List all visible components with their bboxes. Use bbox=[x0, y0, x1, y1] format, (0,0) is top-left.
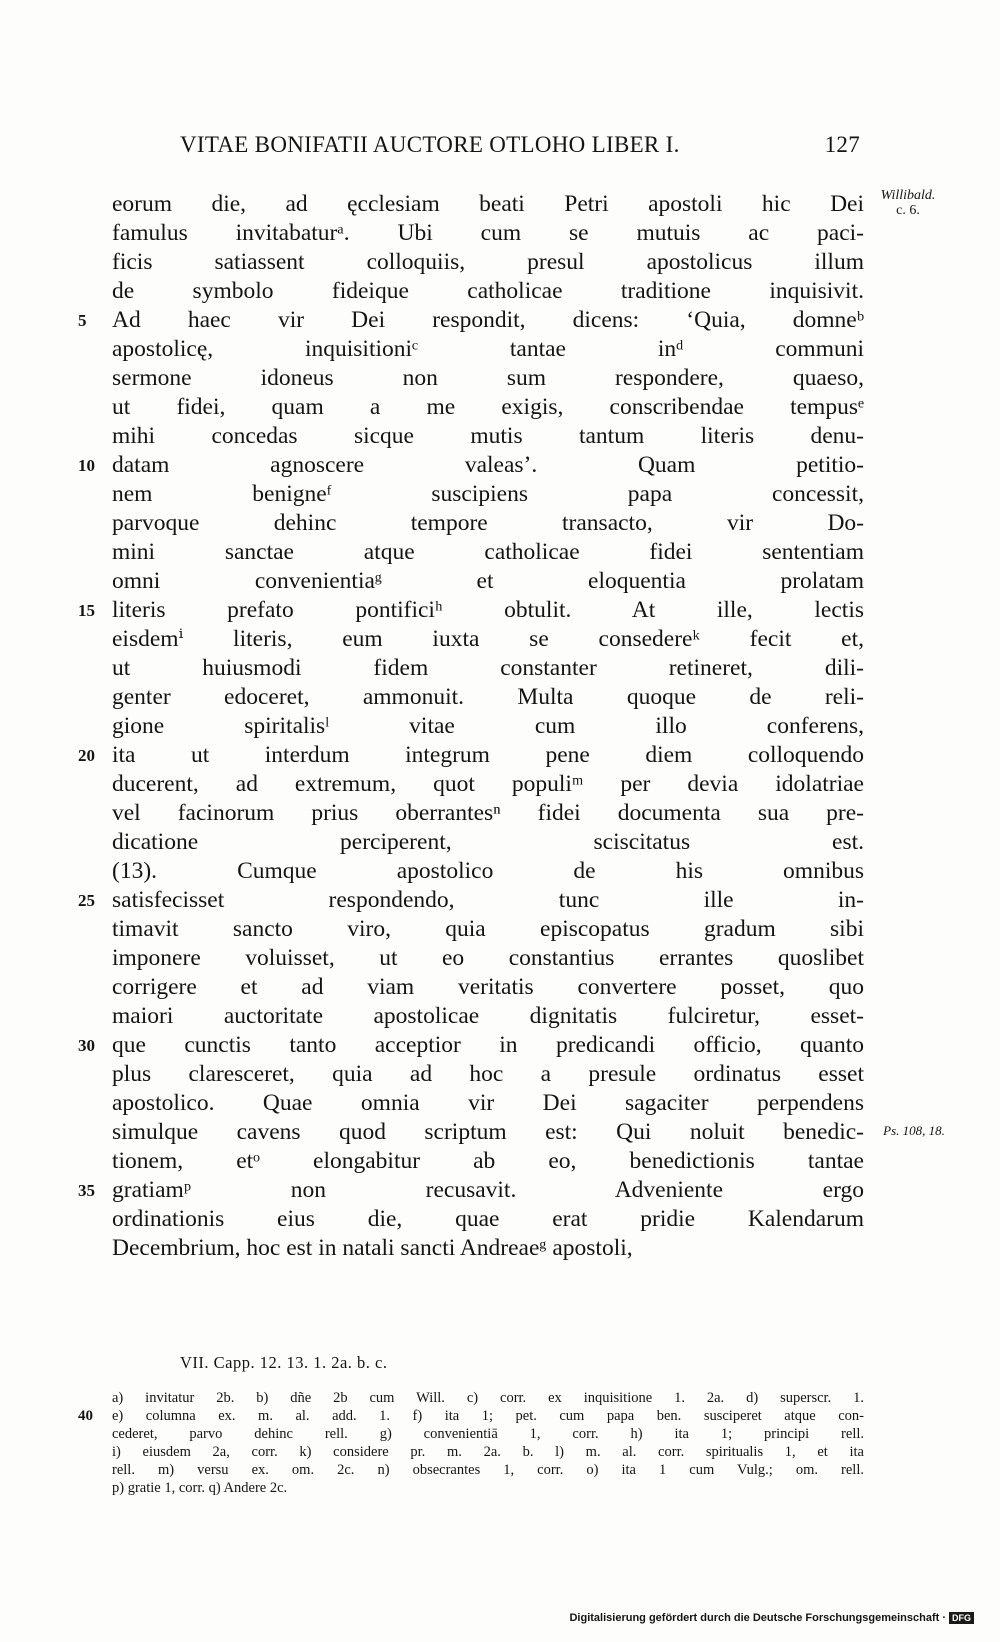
text-line bbox=[112, 1002, 864, 1031]
text-line-content: (13). Cumque apostolico de his omnibus bbox=[112, 858, 864, 884]
line-number: 10 bbox=[78, 456, 95, 475]
text-line bbox=[78, 1176, 864, 1205]
text-line bbox=[112, 509, 864, 538]
text-line bbox=[78, 886, 864, 915]
margin-note-psalm: Ps. 108, 18. bbox=[883, 1123, 945, 1138]
text-line bbox=[78, 596, 864, 625]
text-line-content: imponere voluisset, ut eo constantius errantes quoslibet bbox=[112, 945, 864, 971]
text-line bbox=[112, 1089, 864, 1118]
text-line bbox=[112, 683, 864, 712]
text-line-content: corrigere et ad viam veritatis convertere posset, quo bbox=[112, 974, 864, 1000]
footnote-line-content: rell. m) versu ex. om. 2c. n) obsecrantes 1, corr. o) ita 1 cum Vulg.; om. rell. bbox=[112, 1462, 864, 1478]
margin-note-willibald-title: Willibald. bbox=[880, 188, 936, 203]
text-line-content: maiori auctoritate apostolicae dignitatis fulciretur, esset- bbox=[112, 1003, 864, 1029]
text-line bbox=[112, 915, 864, 944]
text-line bbox=[112, 1234, 864, 1263]
footnote-line-content: p) gratie 1, corr. q) Andere 2c. bbox=[112, 1480, 288, 1496]
text-line bbox=[78, 741, 864, 770]
text-line-content: ficis satiassent colloquiis, presul apostolicus illum bbox=[112, 249, 864, 275]
text-line-content: genter edoceret, ammonuit. Multa quoque de reli- bbox=[112, 684, 864, 710]
text-line bbox=[112, 799, 864, 828]
text-line bbox=[112, 1147, 864, 1176]
margin-note-willibald bbox=[868, 188, 948, 218]
text-line-content: satisfecisset respondendo, tunc ille in- bbox=[112, 887, 864, 913]
text-line-content: ut fidei, quam a me exigis, conscribendae tempusᵉ bbox=[112, 394, 864, 420]
text-line bbox=[112, 770, 864, 799]
line-number: 35 bbox=[78, 1181, 95, 1200]
text-line-content: sermone idoneus non sum respondere, quaeso, bbox=[112, 365, 864, 391]
text-line-content: omni convenientiaᵍ et eloquentia prolatam bbox=[112, 568, 864, 594]
text-line bbox=[78, 306, 864, 335]
text-line bbox=[112, 1205, 864, 1234]
text-line bbox=[112, 277, 864, 306]
text-line bbox=[112, 654, 864, 683]
text-line bbox=[112, 944, 864, 973]
text-line-content: vel facinorum prius oberrantesⁿ fidei documenta sua pre- bbox=[112, 800, 864, 826]
footnote-line bbox=[112, 1443, 864, 1461]
line-number: 15 bbox=[78, 601, 95, 620]
running-title: VITAE BONIFATII AUCTORE OTLOHO LIBER I. bbox=[180, 132, 680, 157]
margin-note-willibald-chapter: c. 6. bbox=[896, 203, 920, 218]
text-line-content: mini sanctae atque catholicae fidei sententiam bbox=[112, 539, 864, 565]
text-line-content: eisdemⁱ literis, eum iuxta se consedereᵏ fecit et, bbox=[112, 626, 864, 652]
text-line bbox=[112, 393, 864, 422]
footnote-line bbox=[78, 1407, 864, 1425]
text-line-content: gratiamᵖ non recusavit. Adveniente ergo bbox=[112, 1177, 864, 1203]
text-line bbox=[112, 190, 864, 219]
text-line bbox=[112, 219, 864, 248]
text-line-content: dicatione perciperent, sciscitatus est. bbox=[112, 829, 864, 855]
text-line-content: ordinationis eius die, quae erat pridie Kalendarum bbox=[112, 1206, 864, 1232]
text-line-content: simulque cavens quod scriptum est: Qui noluit benedic- bbox=[112, 1119, 864, 1145]
footnote-line-content: cederet, parvo dehinc rell. g) convenientiā 1, corr. h) ita 1; principi rell. bbox=[112, 1426, 864, 1442]
text-line-content: de symbolo fideique catholicae traditione inquisivit. bbox=[112, 278, 864, 304]
text-line bbox=[112, 973, 864, 1002]
main-text bbox=[78, 190, 864, 1263]
text-line bbox=[78, 451, 864, 480]
text-line bbox=[112, 364, 864, 393]
text-line bbox=[112, 422, 864, 451]
text-line bbox=[112, 828, 864, 857]
line-number: 5 bbox=[78, 311, 87, 330]
text-line-content: ita ut interdum integrum pene diem colloquendo bbox=[112, 742, 864, 768]
text-line-content: que cunctis tanto acceptior in predicandi officio, quanto bbox=[112, 1032, 864, 1058]
footnote-line bbox=[112, 1425, 864, 1443]
page-number: 127 bbox=[824, 132, 860, 157]
footnote-line bbox=[112, 1389, 864, 1407]
text-line bbox=[112, 857, 864, 886]
text-line-content: tionem, etᵒ elongabitur ab eo, benedictionis tantae bbox=[112, 1148, 864, 1174]
line-number: 20 bbox=[78, 746, 95, 765]
text-line bbox=[112, 1118, 864, 1147]
text-line-content: nem benigneᶠ suscipiens papa concessit, bbox=[112, 481, 864, 507]
text-line-content: mihi concedas sicque mutis tantum literis denu- bbox=[112, 423, 864, 449]
text-line bbox=[112, 335, 864, 364]
footnote-line-content: i) eiusdem 2a, corr. k) considere pr. m. 2a. b. l) m. al. corr. spiritualis 1, et ita bbox=[112, 1444, 864, 1460]
footnote-line-content: e) columna ex. m. al. add. 1. f) ita 1; pet. cum papa ben. susciperet atque con- bbox=[112, 1408, 864, 1424]
text-line-content: apostolico. Quae omnia vir Dei sagaciter perpendens bbox=[112, 1090, 864, 1116]
text-line bbox=[112, 1060, 864, 1089]
text-line-content: Decembrium, hoc est in natali sancti Andreaeᵍ apostoli, bbox=[112, 1235, 633, 1261]
text-line-content: famulus invitabaturᵃ. Ubi cum se mutuis ac paci- bbox=[112, 220, 864, 246]
text-line bbox=[78, 1031, 864, 1060]
text-line-content: eorum die, ad ęcclesiam beati Petri apostoli hic Dei bbox=[112, 191, 864, 217]
text-line-content: timavit sancto viro, quia episcopatus gradum sibi bbox=[112, 916, 864, 942]
text-line bbox=[112, 538, 864, 567]
text-line-content: ducerent, ad extremum, quot populiᵐ per devia idolatriae bbox=[112, 771, 864, 797]
text-line-content: apostolicę, inquisitioniᶜ tantae inᵈ communi bbox=[112, 336, 864, 362]
text-line bbox=[112, 625, 864, 654]
text-line-content: parvoque dehinc tempore transacto, vir Do- bbox=[112, 510, 864, 536]
text-line bbox=[112, 712, 864, 741]
text-line-content: datam agnoscere valeas’. Quam petitio- bbox=[112, 452, 864, 478]
line-number: 30 bbox=[78, 1036, 95, 1055]
text-line-content: gione spiritalisˡ vitae cum illo conferens, bbox=[112, 713, 864, 739]
text-line bbox=[112, 480, 864, 509]
footnote-line-content: a) invitatur 2b. b) dñe 2b cum Will. c) corr. ex inquisitione 1. 2a. d) superscr. 1. bbox=[112, 1390, 864, 1406]
text-line bbox=[112, 248, 864, 277]
digitization-credit-text: Digitalisierung gefördert durch die Deutsche Forschungsgemeinschaft · bbox=[569, 1611, 946, 1624]
footnotes bbox=[78, 1389, 864, 1497]
footnote-line bbox=[112, 1479, 864, 1497]
footnote-line bbox=[112, 1461, 864, 1479]
text-line-content: ut huiusmodi fidem constanter retineret, dili- bbox=[112, 655, 864, 681]
dfg-logo: DFG bbox=[949, 1612, 974, 1624]
text-line bbox=[112, 567, 864, 596]
digitization-credit bbox=[569, 1612, 974, 1624]
text-line-content: plus claresceret, quia ad hoc a presule ordinatus esset bbox=[112, 1061, 864, 1087]
capitula-line: VII. Capp. 12. 13. 1. 2a. b. c. bbox=[180, 1353, 388, 1372]
line-number: 40 bbox=[78, 1408, 93, 1424]
line-number: 25 bbox=[78, 891, 95, 910]
text-line-content: Ad haec vir Dei respondit, dicens: ‘Quia, domneᵇ bbox=[112, 307, 864, 333]
text-line-content: literis prefato pontificiʰ obtulit. At ille, lectis bbox=[112, 597, 864, 623]
